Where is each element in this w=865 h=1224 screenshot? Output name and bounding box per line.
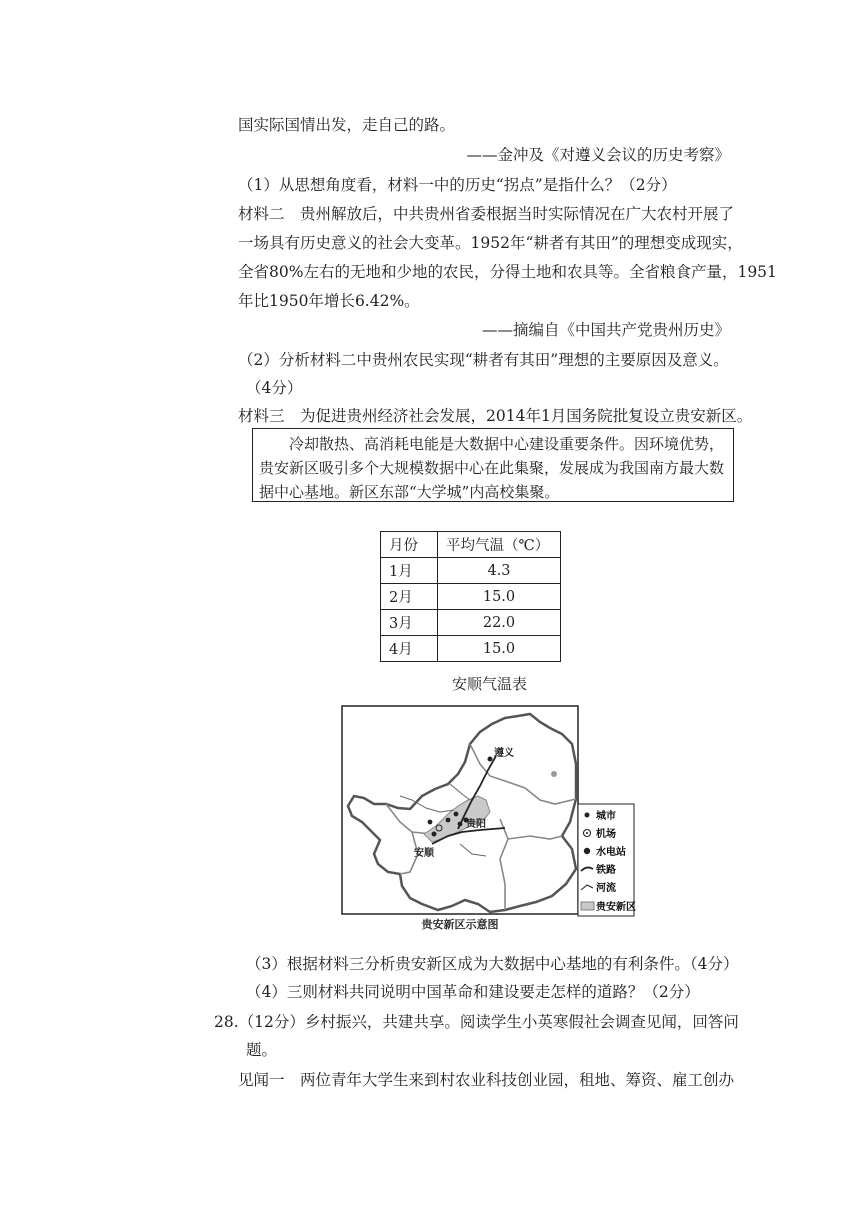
material-3-line: 材料三 为促进贵州经济社会发展，2014年1月国务院批复设立贵安新区。: [238, 407, 753, 425]
question-4: （4）三则材料共同说明中国革命和建设要走怎样的道路？（2分）: [246, 983, 700, 1001]
box-line: 据中心基地。新区东部“大学城”内高校集聚。: [259, 483, 560, 501]
material-2-line: 一场具有历史意义的社会大变革。1952年“耕者有其田”的理想变成现实，: [238, 234, 743, 252]
legend-airport: 机场: [596, 829, 616, 840]
material-3-box: [252, 428, 734, 502]
material-2-line: 全省80%左右的无地和少地的农民，分得土地和农具等。全省粮食产量，1951: [238, 263, 777, 281]
map-title: 贵安新区示意图: [421, 918, 499, 931]
guian-map-figure: [340, 704, 636, 932]
source-citation: ——金冲及《对遵义会议的历史考察》: [466, 146, 730, 164]
hydropower-marker: [428, 820, 433, 825]
table-row: [381, 584, 561, 610]
month-cell: 2月: [381, 584, 438, 610]
table-row: [381, 558, 561, 584]
material-2-line: 材料二 贵州解放后，中共贵州省委根据当时实际情况在广大农村开展了: [238, 205, 735, 223]
temp-cell: 15.0: [438, 636, 561, 662]
temp-cell: 22.0: [438, 610, 561, 636]
material-2-line: 年比1950年增长6.42%。: [238, 292, 420, 310]
legend-new-area-icon: [581, 902, 594, 910]
month-cell: 1月: [381, 558, 438, 584]
question-28: 28.（12分）乡村振兴，共建共享。阅读学生小英寒假社会调查见闻，回答问: [214, 1013, 739, 1031]
city-label-zunyi: 遵义: [494, 748, 514, 759]
temp-cell: 4.3: [438, 558, 561, 584]
table-row: [381, 610, 561, 636]
table-caption: 安顺气温表: [452, 675, 528, 693]
question-2: （2）分析材料二中贵州农民实现“耕者有其田”理想的主要原因及意义。: [238, 351, 729, 369]
legend-new-area: 贵安新区: [596, 902, 636, 913]
city-label-anshun: 安顺: [414, 848, 434, 859]
hydropower-marker: [458, 822, 463, 827]
header-temp: 平均气温（℃）: [438, 532, 561, 558]
box-line: 贵安新区吸引多个大规模数据中心在此集聚，发展成为我国南方最大数: [259, 459, 725, 477]
observation-1: 见闻一 两位青年大学生来到村农业科技创业园，租地、筹资、雇工创办: [238, 1071, 735, 1089]
guian-map: [340, 704, 636, 932]
city-marker-anshun: [432, 832, 437, 837]
city-label-guiyang: 贵阳: [466, 819, 486, 830]
temperature-table: [380, 531, 561, 662]
legend-city-icon: [585, 813, 590, 818]
city-marker-zunyi: [488, 757, 493, 762]
question-2-points: （4分）: [246, 379, 303, 397]
question-1: （1）从思想角度看，材料一中的历史“拐点”是指什么？（2分）: [238, 176, 677, 194]
legend-river: 河流: [596, 883, 616, 894]
box-line: 冷却散热、高消耗电能是大数据中心建设重要条件。因环境优势，: [289, 435, 725, 453]
hydropower-marker: [454, 812, 459, 817]
question-28-cont: 题。: [246, 1041, 278, 1059]
legend-railway: 铁路: [596, 865, 616, 876]
table-row: [381, 636, 561, 662]
header-month: 月份: [381, 532, 438, 558]
table-header-row: [381, 532, 561, 558]
text-line: 国实际国情出发，走自己的路。: [238, 116, 456, 134]
legend-hydropower-icon: [584, 848, 590, 854]
source-citation: ——摘编自《中国共产党贵州历史》: [481, 321, 730, 339]
temp-cell: 15.0: [438, 584, 561, 610]
month-cell: 4月: [381, 636, 438, 662]
legend-city: 城市: [596, 811, 616, 822]
question-3: （3）根据材料三分析贵安新区成为大数据中心基地的有利条件。（4分）: [246, 955, 739, 973]
legend-hydropower: 水电站: [596, 847, 626, 858]
map-blot: [551, 771, 557, 777]
month-cell: 3月: [381, 610, 438, 636]
hydropower-marker: [446, 818, 451, 823]
